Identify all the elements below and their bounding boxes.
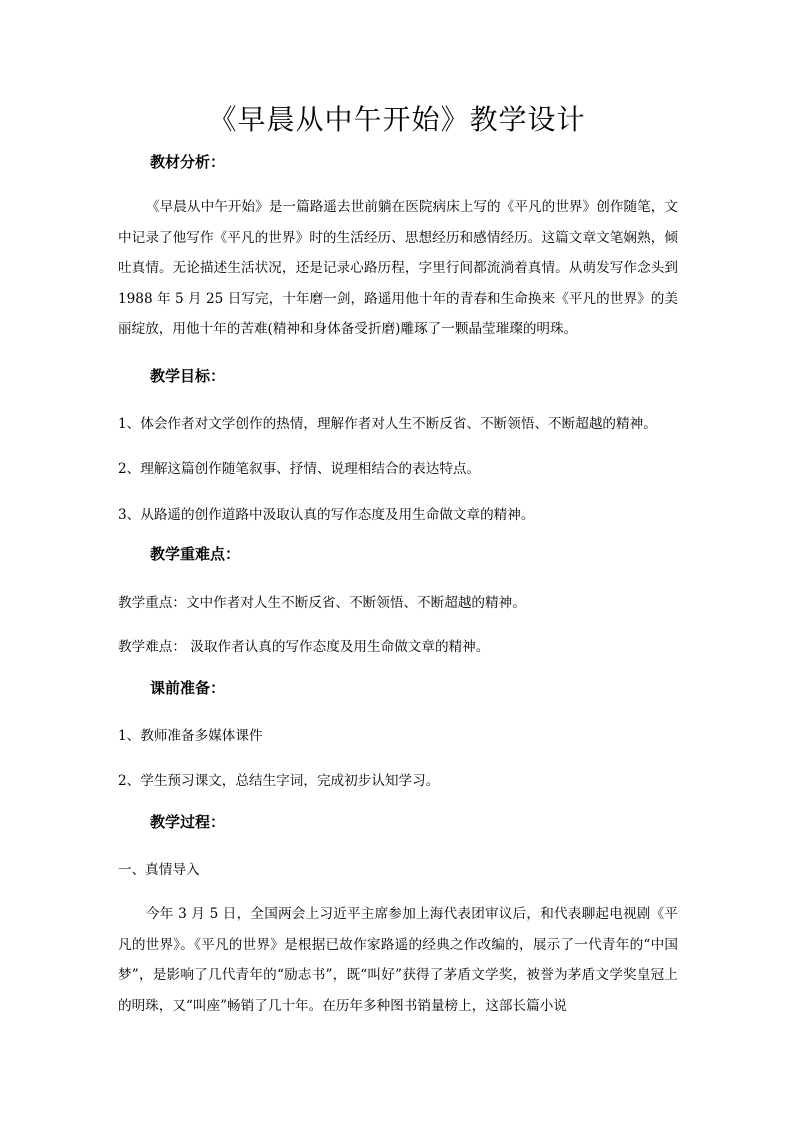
key-point-item: 教学重点：文中作者对人生不断反省、不断领悟、不断超越的精神。 — [118, 595, 526, 611]
difficult-point-item: 教学难点： 汲取作者认真的写作态度及用生命做文章的精神。 — [118, 639, 490, 655]
preparation-heading: 课前准备： — [150, 679, 226, 697]
goals-heading: 教学目标： — [150, 367, 226, 385]
document-title: 《早晨从中午开始》教学设计 — [208, 103, 586, 136]
analysis-heading: 教材分析： — [150, 153, 226, 171]
goal-item-3: 3、从路遥的创作道路中汲取认真的写作态度及用生命做文章的精神。 — [118, 507, 535, 523]
process-paragraph: 今年 3 月 5 日，全国两会上习近平主席参加上海代表团审议后，和代表聊起电视剧《平凡的世界》。《平凡的世界》是根据已故作家路遥的经典之作改编的，展示了一代青年的“中国梦”，是影响了几代青年的“励志书”，既“叫好”获得了茅盾文学奖，被誉为茅盾文学奖皇冠上的明珠，又“叫座”畅销了几十年。在历年多种图书销量榜上，这部长篇小说 — [118, 906, 678, 1014]
preparation-item-1: 1、教师准备多媒体课件 — [118, 728, 263, 744]
analysis-paragraph: 《早晨从中午开始》是一篇路遥去世前躺在医院病床上写的《平凡的世界》创作随笔，文中记录了他写作《平凡的世界》时的生活经历、思想经历和感情经历。这篇文章文笔娴熟，倾吐真情。无论描述生活状况，还是记录心路历程，字里行间都流淌着真情。从萌发写作念头到 1988 年 5 月 25 日写完，十年磨一剑，路遥用他十年的青春和生命换来《平凡的世界》的美丽绽放，用他十年的苦难(精神和身体备受折磨)雕琢了一颗晶莹璀璨的明珠。 — [118, 199, 678, 337]
key-points-heading: 教学重难点： — [150, 545, 241, 563]
process-sub-heading: 一、真情导入 — [118, 862, 200, 878]
goal-item-1: 1、体会作者对文学创作的热情，理解作者对人生不断反省、不断领悟、不断超越的精神。 — [118, 416, 657, 432]
process-heading: 教学过程： — [150, 813, 226, 831]
preparation-item-2: 2、学生预习课文，总结生字词，完成初步认知学习。 — [118, 773, 440, 789]
goal-item-2: 2、理解这篇创作随笔叙事、抒情、说理相结合的表达特点。 — [118, 461, 481, 477]
